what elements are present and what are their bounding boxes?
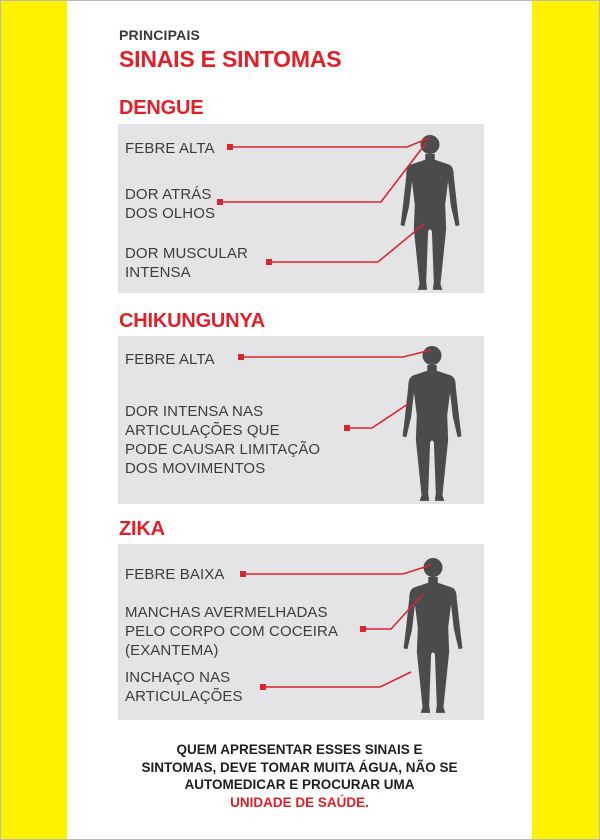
panel-zika xyxy=(118,544,484,720)
symptom-dengue-2: DOR ATRÁS DOS OLHOS xyxy=(125,186,216,222)
leader-dot-dengue-1 xyxy=(227,144,233,150)
leader-line-zika-3 xyxy=(264,672,411,687)
symptom-dengue-3: DOR MUSCULAR INTENSA xyxy=(125,245,248,281)
human-body-figure-icon xyxy=(403,346,462,501)
yellow-side-bar-left xyxy=(1,1,67,839)
header-kicker: PRINCIPAIS xyxy=(119,27,201,43)
zika-diagram xyxy=(118,544,484,720)
leader-dot-dengue-2 xyxy=(217,199,223,205)
leader-line-zika-1 xyxy=(244,565,431,574)
symptom-zika-3: INCHAÇO NAS ARTICULAÇÕES xyxy=(125,669,243,705)
leader-line-dengue-3 xyxy=(270,224,424,262)
leader-line-dengue-1 xyxy=(231,138,429,147)
footer-message xyxy=(67,741,532,811)
footer-line-3: AUTOMEDICAR E PROCURAR UMA xyxy=(184,777,415,792)
symptom-zika-1: FEBRE BAIXA xyxy=(125,566,225,583)
yellow-side-bar-right xyxy=(532,1,599,839)
leader-line-dengue-2 xyxy=(220,143,426,202)
symptom-chikungunya-1: FEBRE ALTA xyxy=(125,351,215,368)
human-body-figure-icon xyxy=(401,135,460,290)
section-title-zika: ZIKA xyxy=(119,518,165,540)
footer-line-1: QUEM APRESENTAR ESSES SINAIS E xyxy=(176,742,423,757)
chikungunya-diagram xyxy=(118,336,484,504)
symptom-zika-2: MANCHAS AVERMELHADAS PELO CORPO COM COCEIRA (EXANTEMA) xyxy=(125,604,339,659)
page-title: SINAIS E SINTOMAS xyxy=(119,46,342,72)
section-title-chikungunya: CHIKUNGUNYA xyxy=(119,310,265,332)
dengue-diagram xyxy=(118,124,484,293)
symptom-chikungunya-2: DOR INTENSA NAS ARTICULAÇÕES QUE PODE CAUSAR LIMITAÇÃO DOS MOVIMENTOS xyxy=(125,403,321,477)
leader-dot-chikungunya-1 xyxy=(238,354,244,360)
leader-line-chikungunya-2 xyxy=(348,404,408,428)
panel-chikungunya xyxy=(118,336,484,504)
panel-dengue xyxy=(118,124,484,293)
footer-line-2: SINTOMAS, DEVE TOMAR MUITA ÁGUA, NÃO SE xyxy=(141,759,458,775)
leader-dot-chikungunya-2 xyxy=(344,425,350,431)
footer-highlight: UNIDADE DE SAÚDE. xyxy=(230,794,369,810)
leader-dot-zika-2 xyxy=(360,626,366,632)
leader-dot-zika-1 xyxy=(240,571,246,577)
symptom-dengue-1: FEBRE ALTA xyxy=(125,140,215,157)
leader-dot-zika-3 xyxy=(260,684,266,690)
human-body-figure-icon xyxy=(404,558,463,713)
leader-dot-dengue-3 xyxy=(266,259,272,265)
leader-line-chikungunya-1 xyxy=(242,350,431,357)
section-title-dengue: DENGUE xyxy=(119,97,204,119)
